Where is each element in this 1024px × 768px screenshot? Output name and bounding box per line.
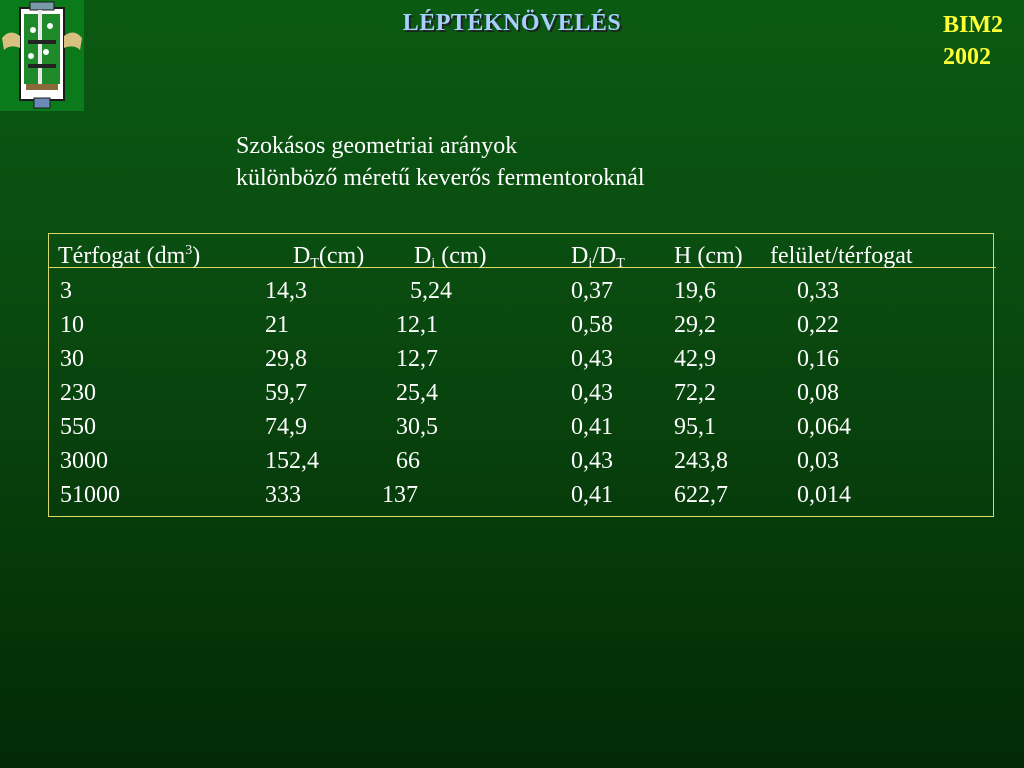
- cell-ratio: 0,41: [571, 482, 613, 508]
- cell-dt: 14,3: [265, 278, 307, 304]
- cell-dt: 333: [265, 482, 301, 508]
- header-ratio: [571, 241, 625, 271]
- header-dt-text: D: [293, 243, 311, 269]
- cell-surface: 0,064: [797, 414, 851, 440]
- cell-dt: 59,7: [265, 380, 307, 406]
- header-ratio-sub1: i: [588, 256, 593, 271]
- header-volume-text: Térfogat (dm: [58, 243, 186, 269]
- cell-dt: 152,4: [265, 448, 319, 474]
- cell-di: 12,1: [396, 312, 438, 338]
- cell-di: 66: [396, 448, 420, 474]
- header-dt-end: (cm): [318, 243, 365, 269]
- header-dt: [293, 241, 364, 271]
- cell-volume: 51000: [60, 482, 120, 508]
- cell-surface: 0,33: [797, 278, 839, 304]
- header-ratio-text: D: [571, 243, 589, 269]
- slide-title: LÉPTÉKNÖVELÉS: [402, 10, 622, 36]
- cell-di: 137: [382, 482, 418, 508]
- cell-di: 25,4: [396, 380, 438, 406]
- header-di-end: (cm): [435, 243, 487, 269]
- header-di: [414, 241, 487, 271]
- cell-ratio: 0,37: [571, 278, 613, 304]
- cell-surface: 0,03: [797, 448, 839, 474]
- cell-surface: 0,08: [797, 380, 839, 406]
- cell-di: 5,24: [410, 278, 452, 304]
- header-dt-sub: T: [310, 256, 319, 271]
- header-ratio-sub2: T: [616, 256, 625, 271]
- cell-dt: 21: [265, 312, 289, 338]
- cell-dt: 74,9: [265, 414, 307, 440]
- subtitle-line2: különböző méretű keverős fermentoroknál: [236, 165, 645, 191]
- cell-h: 95,1: [674, 414, 716, 440]
- cell-volume: 3000: [60, 448, 108, 474]
- header-di-sub: i: [431, 256, 436, 271]
- header-volume-end: ): [192, 243, 201, 269]
- cell-h: 72,2: [674, 380, 716, 406]
- cell-h: 42,9: [674, 346, 716, 372]
- cell-volume: 230: [60, 380, 96, 406]
- header-volume-sup: 3: [185, 243, 193, 258]
- cell-volume: 3: [60, 278, 72, 304]
- slide-subtitle: [236, 130, 645, 194]
- cell-surface: 0,22: [797, 312, 839, 338]
- header-ratio-slash: /D: [592, 243, 617, 269]
- cell-dt: 29,8: [265, 346, 307, 372]
- cell-ratio: 0,43: [571, 380, 613, 406]
- cell-ratio: 0,41: [571, 414, 613, 440]
- cell-di: 30,5: [396, 414, 438, 440]
- corner-label-line2: 2002: [943, 44, 991, 70]
- cell-h: 622,7: [674, 482, 728, 508]
- cell-h: 243,8: [674, 448, 728, 474]
- cell-surface: 0,16: [797, 346, 839, 372]
- header-di-text: D: [414, 243, 432, 269]
- cell-volume: 10: [60, 312, 84, 338]
- cell-di: 12,7: [396, 346, 438, 372]
- header-h: H (cm): [674, 243, 743, 269]
- cell-surface: 0,014: [797, 482, 851, 508]
- cell-volume: 550: [60, 414, 96, 440]
- subtitle-line1: Szokásos geometriai arányok: [236, 133, 518, 159]
- corner-label: [943, 9, 1003, 73]
- corner-label-line1: BIM2: [943, 12, 1003, 38]
- header-surface: felület/térfogat: [770, 243, 913, 269]
- cell-volume: 30: [60, 346, 84, 372]
- cell-ratio: 0,43: [571, 346, 613, 372]
- data-table-frame: [48, 233, 994, 517]
- cell-h: 29,2: [674, 312, 716, 338]
- cell-ratio: 0,43: [571, 448, 613, 474]
- cell-ratio: 0,58: [571, 312, 613, 338]
- cell-h: 19,6: [674, 278, 716, 304]
- header-volume: [58, 241, 200, 271]
